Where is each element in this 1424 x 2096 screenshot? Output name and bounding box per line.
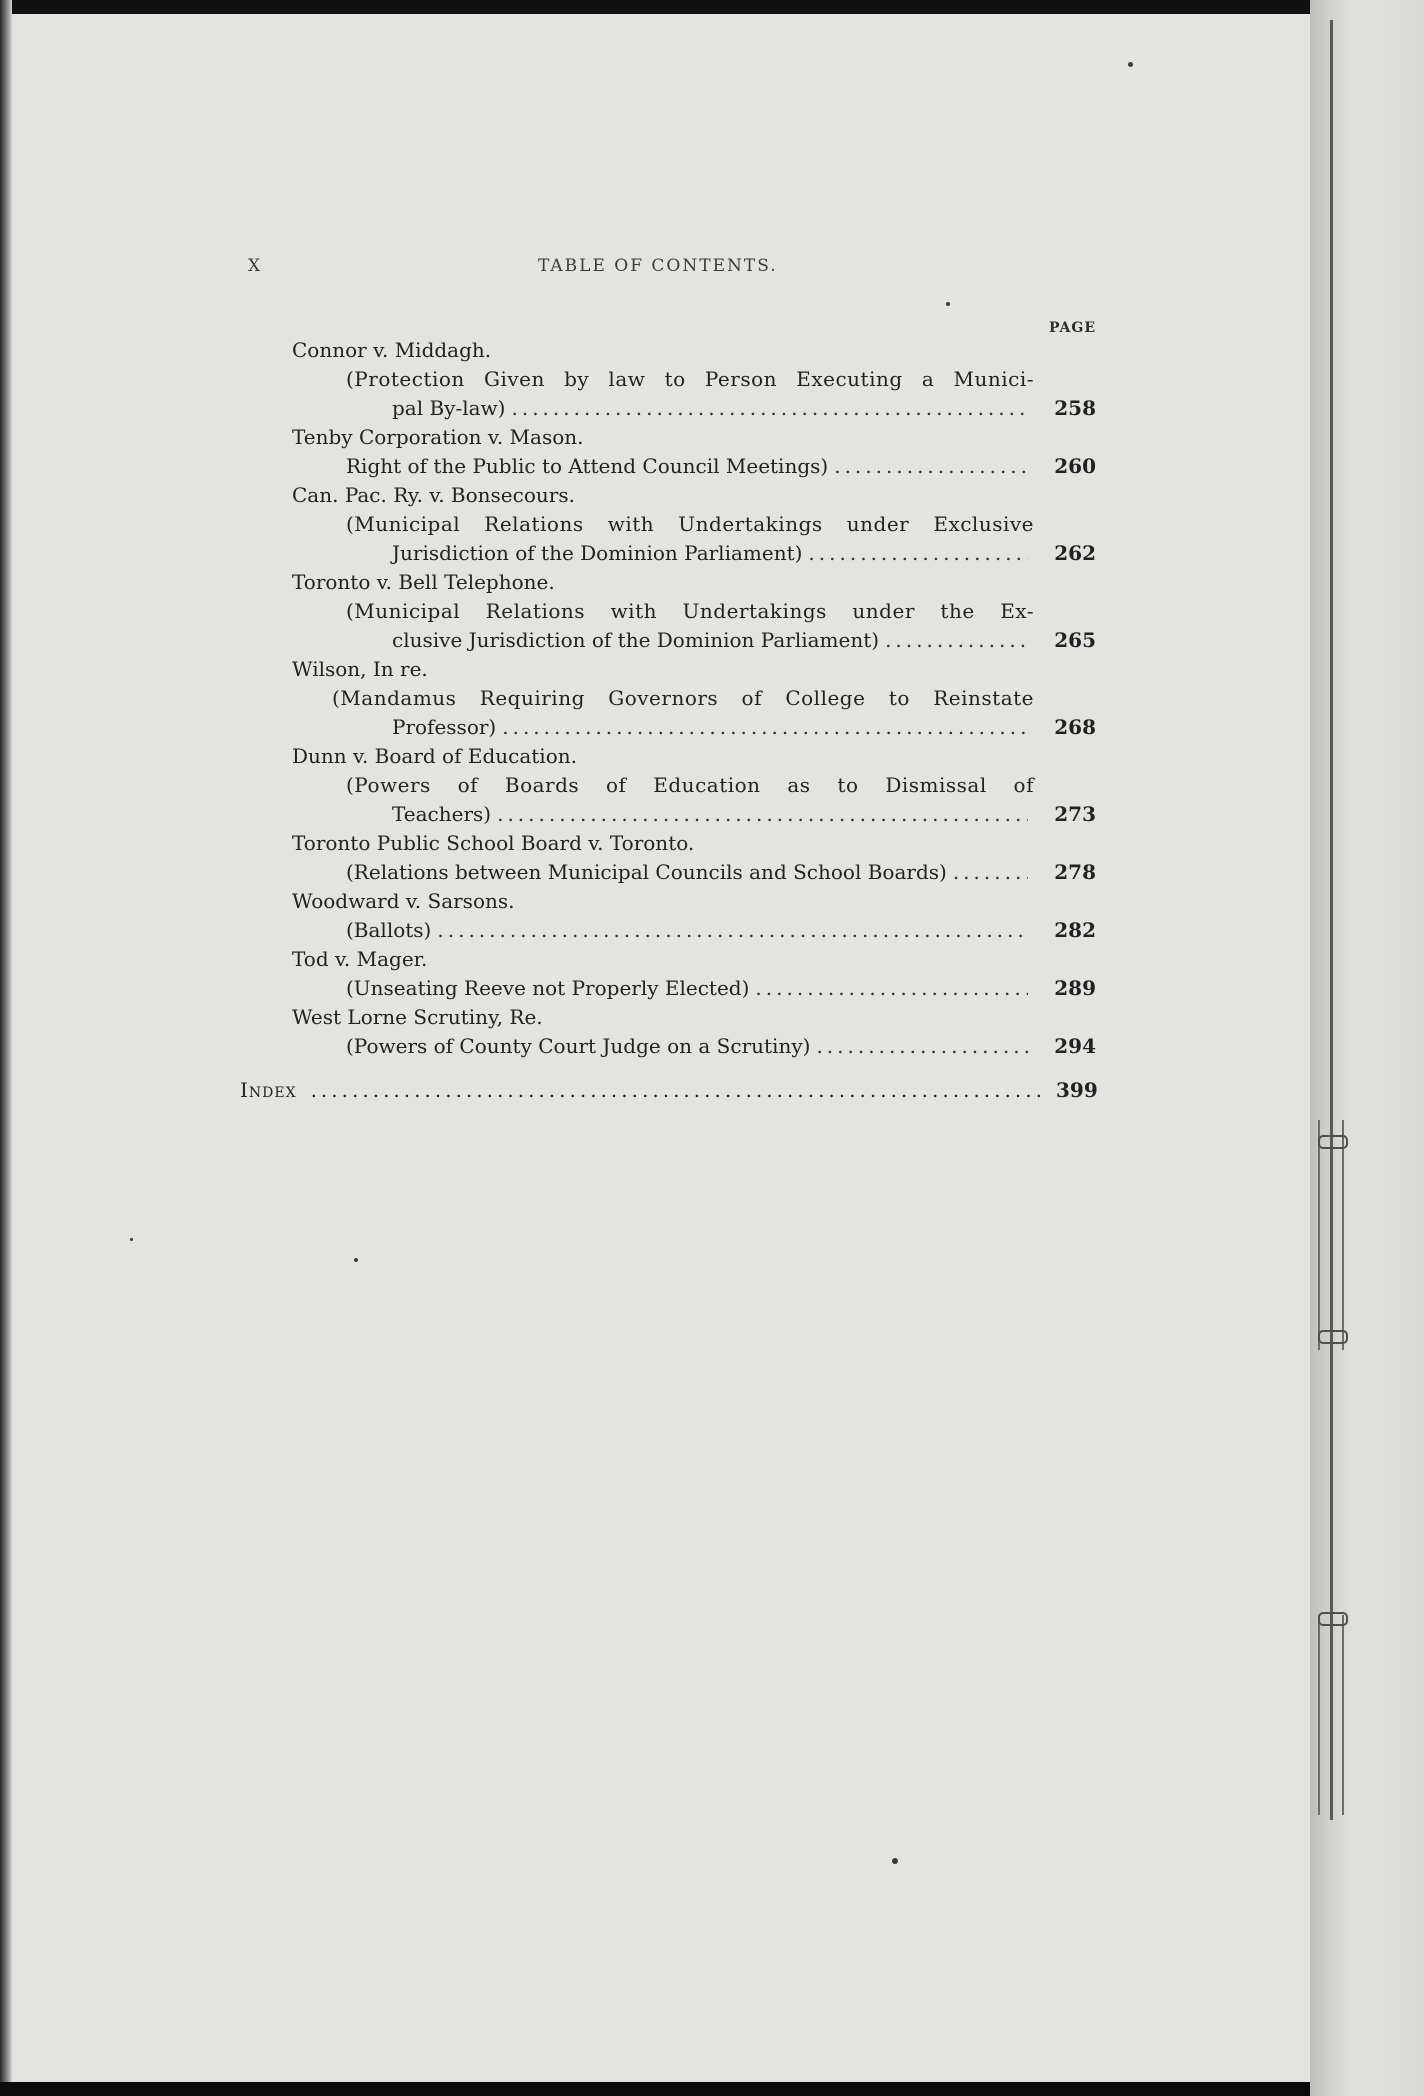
page-number: 268 xyxy=(1054,715,1096,739)
running-title: TABLE OF CONTENTS. xyxy=(538,256,778,276)
paper-speck xyxy=(892,1858,898,1864)
case-title: Toronto v. Bell Telephone. xyxy=(292,570,555,594)
dot-leader xyxy=(511,394,1028,423)
binding-thread xyxy=(1318,1120,1344,1350)
dot-leader xyxy=(808,539,1028,568)
case-title: Wilson, In re. xyxy=(292,657,428,681)
entry-description xyxy=(292,858,1096,887)
toc-entry xyxy=(292,1003,1096,1061)
toc-entry xyxy=(292,568,1096,655)
case-title: Toronto Public School Board v. Toronto. xyxy=(292,831,695,855)
paper-speck xyxy=(946,302,950,306)
binding-thread xyxy=(1318,1615,1344,1815)
binding-notch xyxy=(1318,1330,1348,1344)
page-number: 265 xyxy=(1054,628,1096,652)
paper-speck xyxy=(1128,62,1133,67)
entry-description xyxy=(292,452,1096,481)
page-number: 289 xyxy=(1054,976,1096,1000)
entry-description xyxy=(292,1032,1096,1061)
scan-border-bottom xyxy=(0,2082,1424,2096)
toc-entry xyxy=(292,945,1096,1003)
toc-entry xyxy=(292,887,1096,945)
dot-leader xyxy=(311,1076,1046,1105)
binding-notch xyxy=(1318,1612,1348,1626)
entry-description xyxy=(292,684,1096,742)
paper-speck xyxy=(130,1238,133,1241)
description-line: (Relations between Municipal Councils and School Boards) xyxy=(346,860,947,884)
toc-entry xyxy=(292,655,1096,742)
description-line: pal By-law) xyxy=(392,396,506,420)
dot-leader xyxy=(953,858,1028,887)
entry-description xyxy=(292,771,1096,829)
case-title: Tod v. Mager. xyxy=(292,947,428,971)
entry-description xyxy=(292,510,1096,568)
page-number: 260 xyxy=(1054,454,1096,478)
index-label: Index xyxy=(240,1078,297,1102)
dot-leader xyxy=(834,452,1028,481)
page-number: 262 xyxy=(1054,541,1096,565)
toc-list xyxy=(292,336,1096,1061)
dot-leader xyxy=(437,916,1028,945)
entry-description xyxy=(292,365,1096,423)
spine-line xyxy=(1330,20,1333,1820)
case-title: West Lorne Scrutiny, Re. xyxy=(292,1005,543,1029)
description-line: clusive Jurisdiction of the Dominion Parliament) xyxy=(392,628,880,652)
page-number: 278 xyxy=(1054,860,1096,884)
case-title: Woodward v. Sarsons. xyxy=(292,889,515,913)
dot-leader xyxy=(502,713,1028,742)
description-line: (Unseating Reeve not Properly Elected) xyxy=(346,976,750,1000)
page-number: 294 xyxy=(1054,1034,1096,1058)
case-title: Connor v. Middagh. xyxy=(292,338,492,362)
index-entry xyxy=(240,1076,1096,1105)
binding-strip xyxy=(1310,0,1424,2096)
toc-entry xyxy=(292,829,1096,887)
dot-leader xyxy=(816,1032,1028,1061)
description-line: Jurisdiction of the Dominion Parliament) xyxy=(392,541,803,565)
page-column-label: PAGE xyxy=(1049,320,1096,336)
dot-leader xyxy=(497,800,1028,829)
description-line: (Ballots) xyxy=(346,918,432,942)
dot-leader xyxy=(885,626,1028,655)
case-title: Can. Pac. Ry. v. Bonsecours. xyxy=(292,483,575,507)
entry-description xyxy=(292,974,1096,1003)
page-number: 258 xyxy=(1054,396,1096,420)
case-title: Dunn v. Board of Education. xyxy=(292,744,577,768)
page-number: 273 xyxy=(1054,802,1096,826)
description-line: Professor) xyxy=(392,715,497,739)
toc-entry xyxy=(292,742,1096,829)
scan-border-left xyxy=(0,0,12,2096)
paper-speck xyxy=(354,1258,358,1262)
description-line: (Powers of County Court Judge on a Scrutiny) xyxy=(346,1034,811,1058)
toc-entry xyxy=(292,336,1096,423)
description-line: (Protection Given by law to Person Executing a Munici- xyxy=(346,367,1034,391)
scan-border-top xyxy=(0,0,1424,14)
entry-description xyxy=(292,597,1096,655)
description-line: (Municipal Relations with Undertakings under the Ex- xyxy=(346,599,1034,623)
toc-entry xyxy=(292,481,1096,568)
toc-entry xyxy=(292,423,1096,481)
entry-description xyxy=(292,916,1096,945)
case-title: Tenby Corporation v. Mason. xyxy=(292,425,584,449)
dot-leader xyxy=(755,974,1028,1003)
page-number: 399 xyxy=(1056,1078,1098,1102)
description-line: Right of the Public to Attend Council Meetings) xyxy=(346,454,829,478)
description-line: (Powers of Boards of Education as to Dismissal of xyxy=(346,773,1034,797)
page-number: 282 xyxy=(1054,918,1096,942)
description-line: (Mandamus Requiring Governors of College to Reinstate xyxy=(332,686,1034,710)
description-line: Teachers) xyxy=(392,802,492,826)
description-line: (Municipal Relations with Undertakings under Exclusive xyxy=(346,512,1034,536)
page-folio: X xyxy=(248,256,263,276)
binding-notch xyxy=(1318,1135,1348,1149)
